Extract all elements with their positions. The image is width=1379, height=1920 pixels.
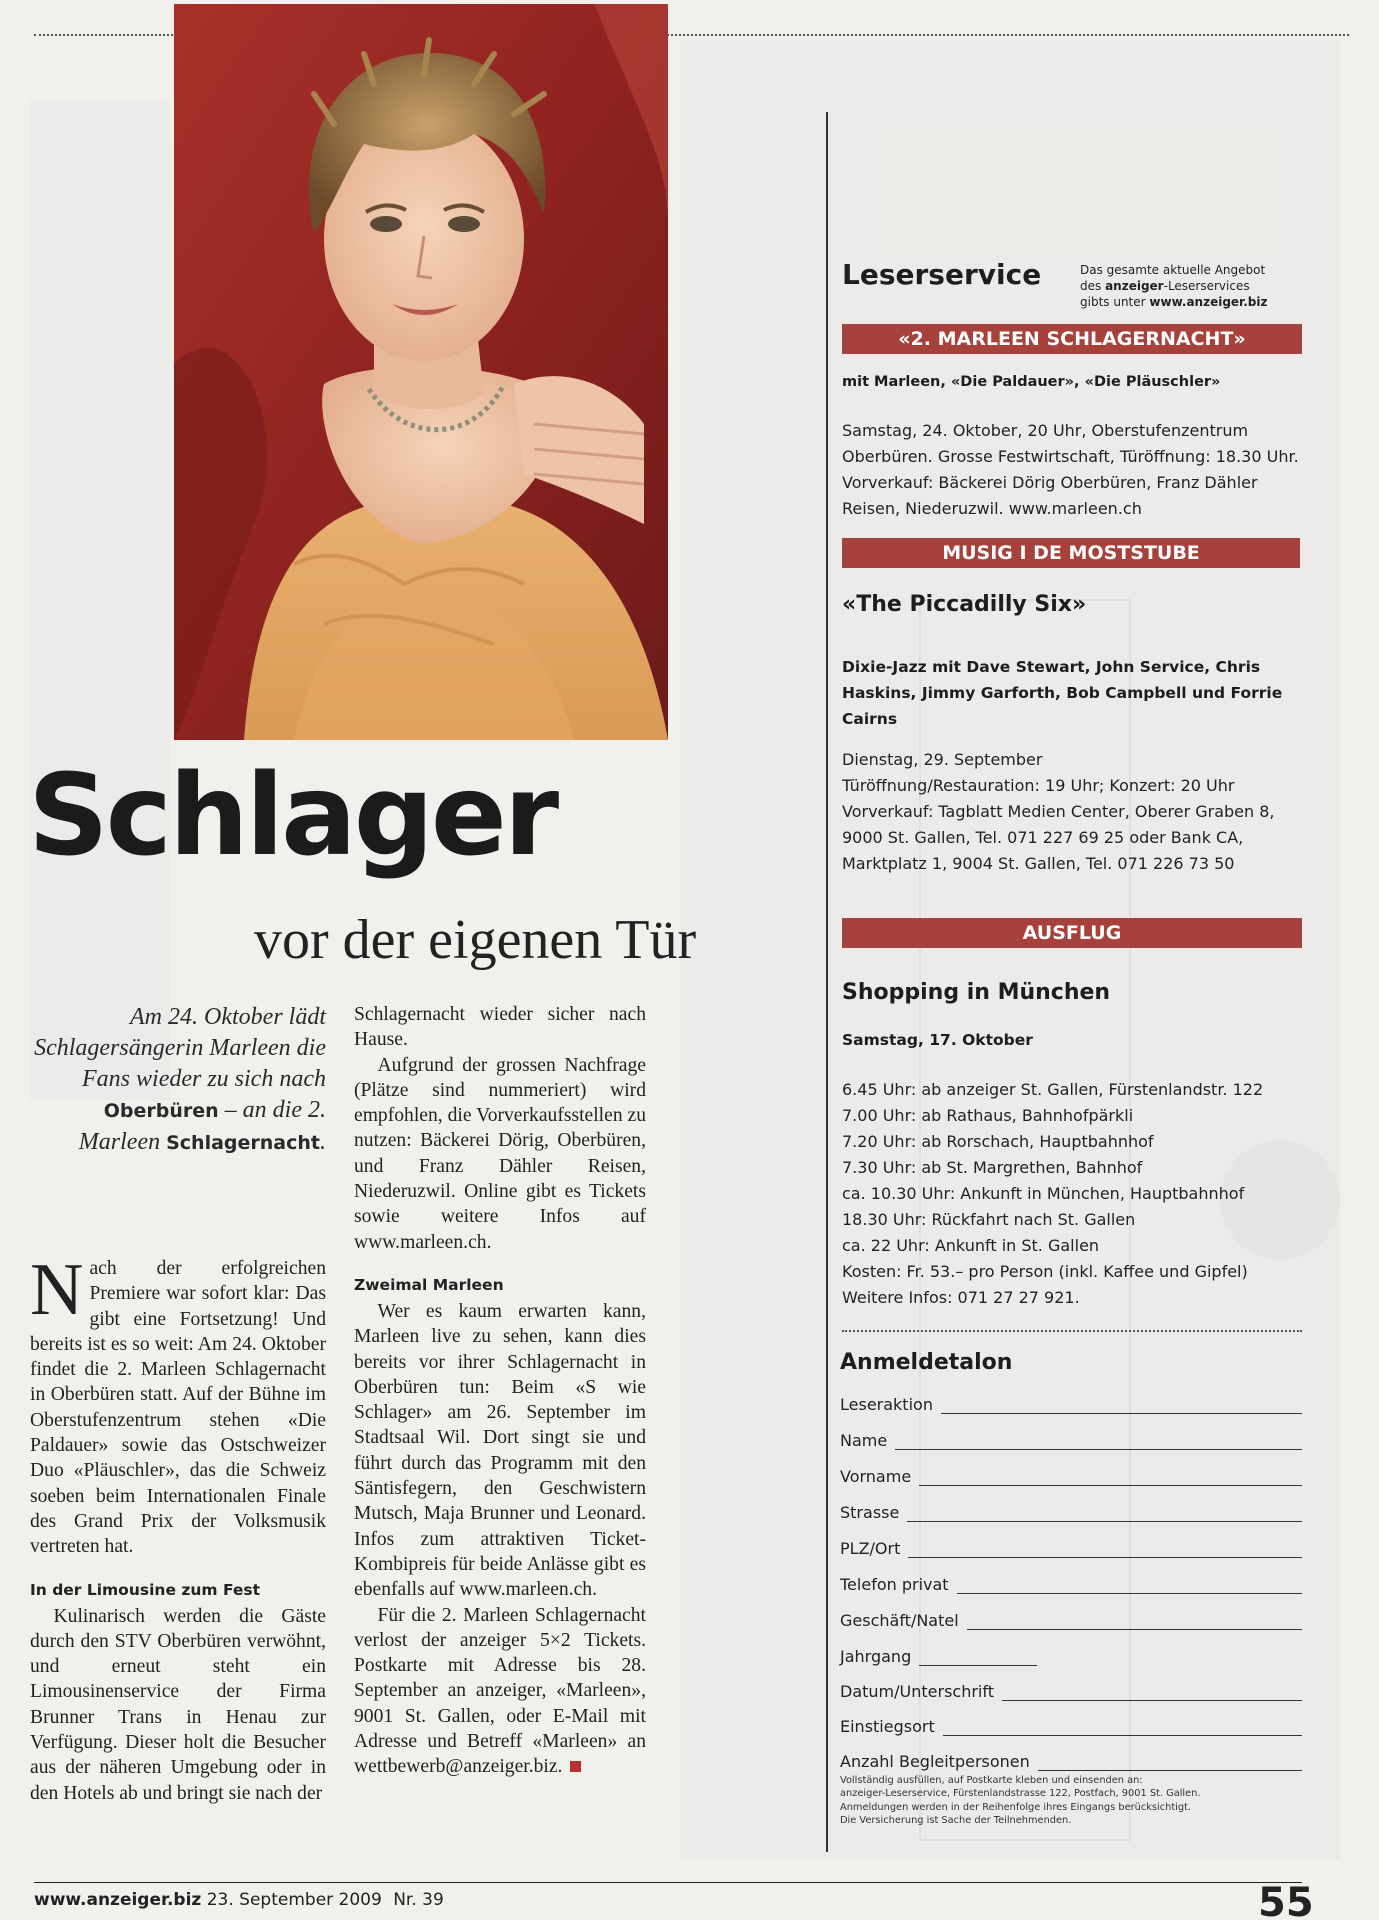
event-title-schlagernacht: mit Marleen, «Die Paldauer», «Die Pläuschler»: [842, 374, 1221, 390]
form-label: Jahrgang: [840, 1647, 912, 1666]
form-line[interactable]: [941, 1399, 1302, 1414]
form-label: Leseraktion: [840, 1395, 933, 1414]
form-line[interactable]: [907, 1507, 1302, 1522]
form-label: Einstiegsort: [840, 1717, 935, 1736]
event-lines-shopping: [842, 1077, 1302, 1311]
form-label: Vorname: [840, 1467, 912, 1486]
note-brand: anzeiger: [1105, 279, 1164, 293]
leserservice-note: [1080, 262, 1268, 310]
form-field-leseraktion[interactable]: [840, 1390, 1302, 1414]
form-field-telefon[interactable]: [840, 1570, 1302, 1594]
article-subtitle-zweimal: Zweimal Marleen: [354, 1275, 504, 1294]
form-line[interactable]: [957, 1579, 1302, 1594]
event-bar-moststube: MUSIG I DE MOSTSTUBE: [842, 538, 1300, 568]
note-line3-pre: gibts unter: [1080, 295, 1150, 309]
article-paragraph-1: [30, 1249, 326, 1560]
event3-line: 6.45 Uhr: ab anzeiger St. Gallen, Fürstenlandstr. 122: [842, 1080, 1264, 1099]
event3-line: Kosten: Fr. 53.– pro Person (inkl. Kaffee und Gipfel): [842, 1262, 1248, 1281]
lead-event: Schlagernacht: [166, 1132, 320, 1154]
form-field-strasse[interactable]: [840, 1498, 1302, 1522]
subheadline: vor der eigenen Tür: [254, 909, 697, 971]
form-label: Telefon privat: [840, 1575, 949, 1594]
event2-line: Türöffnung/Restauration: 19 Uhr; Konzert: 20 Uhr: [842, 776, 1235, 795]
event2-line: Marktplatz 1, 9004 St. Gallen, Tel. 071 226 73 50: [842, 854, 1235, 873]
form-line[interactable]: [1002, 1686, 1302, 1701]
fineprint-line: anzeiger-Leserservice, Fürstenlandstrasse 122, Postfach, 9001 St. Gallen.: [840, 1788, 1201, 1800]
footer-date: 23. September 2009: [206, 1890, 382, 1910]
event-date-shopping: Samstag, 17. Oktober: [842, 1031, 1033, 1049]
leserservice-note-line2: [1080, 278, 1268, 294]
fineprint-line: Die Versicherung ist Sache der Teilnehmenden.: [840, 1815, 1072, 1827]
portrait-illustration: [174, 4, 668, 740]
bleed-through-decoration-left: [30, 60, 180, 1160]
event3-line: 7.30 Uhr: ab St. Margrethen, Bahnhof: [842, 1158, 1143, 1177]
form-field-jahrgang[interactable]: [840, 1642, 1302, 1666]
article-paragraph-5: Wer es kaum erwarten kann, Marleen live zu sehen, kann dies bereits vor ihrer Schlagernacht in Oberbüren tun: Beim «S wie Schlager» am 26. September im Stadtsaal Wil. Dort singt sie und führt durch das Programm mit den Säntisfegern, den Geschwistern Mutsch, Maja Brunner und Leonard. Infos zum attraktiven Ticket-Kombipreis für beide Anlässe gibt es ebenfalls auf www.marleen.ch.: [354, 1300, 646, 1601]
footer-url: www.anzeiger.biz: [34, 1890, 202, 1910]
form-field-plz-ort[interactable]: [840, 1534, 1302, 1558]
event3-line: Weitere Infos: 071 27 27 921.: [842, 1288, 1080, 1307]
form-field-vorname[interactable]: [840, 1462, 1302, 1486]
form-line[interactable]: [967, 1615, 1302, 1630]
portrait-photo: [174, 4, 668, 740]
form-label: PLZ/Ort: [840, 1539, 901, 1558]
form-label: Datum/Unterschrift: [840, 1682, 994, 1701]
form-line[interactable]: [919, 1651, 1037, 1666]
event-title-piccadilly: «The Piccadilly Six»: [842, 592, 1087, 617]
form-title: Anmeldetalon: [840, 1350, 1013, 1375]
article-p1-text: ach der erfolgreichen Premiere war sofort klar: Das gibt eine Fortsetzung! Und bereits ist es so weit: Am 24. Oktober findet die 2. Marleen Schlagernacht in Oberbüren statt. Auf der Bühne im Oberstufenzentrum stehen «Die Paldauer» sowie das Ostschweizer Duo «Pläuschler», das die Schweiz soeben beim Internationalen Finale des Grand Prix der Volksmusik vertreten hat.: [30, 1258, 326, 1558]
article-column-2: [354, 1002, 646, 1780]
footer-rule: [34, 1882, 1302, 1883]
form-label: Anzahl Begleitpersonen: [840, 1752, 1030, 1771]
form-field-einstiegsort[interactable]: [840, 1712, 1302, 1736]
article-column-1: [30, 1249, 326, 1806]
event2-line: 9000 St. Gallen, Tel. 071 227 69 25 oder Bank CA,: [842, 828, 1244, 847]
lead-part2: – an die 2. Marleen: [78, 1097, 326, 1155]
footer: [34, 1890, 444, 1910]
footer-issue: Nr. 39: [393, 1890, 444, 1910]
event3-line: 7.20 Uhr: ab Rorschach, Hauptbahnhof: [842, 1132, 1154, 1151]
form-dotted-separator: [842, 1330, 1302, 1332]
form-field-begleitpersonen[interactable]: [840, 1747, 1302, 1771]
event-bar-schlagernacht: «2. MARLEEN SCHLAGERNACHT»: [842, 324, 1302, 354]
fineprint-line: Vollständig ausfüllen, auf Postkarte kleben und einsenden an:: [840, 1775, 1143, 1786]
note-post: -Leserservices: [1163, 279, 1250, 293]
event-bar-ausflug: AUSFLUG: [842, 918, 1302, 948]
event3-line: ca. 10.30 Uhr: Ankunft in München, Hauptbahnhof: [842, 1184, 1245, 1203]
headline: Schlager: [28, 751, 557, 881]
form-field-geschaeft[interactable]: [840, 1606, 1302, 1630]
lead-end: .: [320, 1129, 326, 1155]
lead-part1: Am 24. Oktober lädt Schlagersängerin Marleen die Fans wieder zu sich nach: [34, 1004, 326, 1092]
event-subtitle-piccadilly: Dixie-Jazz mit Dave Stewart, John Service, Chris Haskins, Jimmy Garforth, Bob Campbell und Forrie Cairns: [842, 658, 1283, 728]
leserservice-note-line3: [1080, 294, 1268, 310]
article-paragraph-6: [354, 1603, 646, 1780]
form-line[interactable]: [1038, 1756, 1302, 1771]
event-title-shopping: Shopping in München: [842, 980, 1111, 1005]
note-url: www.anzeiger.biz: [1149, 295, 1268, 309]
form-line[interactable]: [895, 1435, 1302, 1450]
article-paragraph-4: Aufgrund der grossen Nachfrage (Plätze sind nummeriert) wird empfohlen, die Vorverkaufsstellen zu nutzen: Bäckerei Dörig, Oberbüren, und Franz Dähler Reisen, Niederuzwil. Online gibt es Tickets sowie weitere Infos auf www.marleen.ch.: [354, 1054, 647, 1253]
form-field-name[interactable]: [840, 1426, 1302, 1450]
column-divider: [826, 112, 828, 1852]
event3-line: 18.30 Uhr: Rückfahrt nach St. Gallen: [842, 1210, 1136, 1229]
leserservice-title: Leserservice: [842, 258, 1042, 291]
event-text-schlagernacht: Samstag, 24. Oktober, 20 Uhr, Oberstufenzentrum Oberbüren. Grosse Festwirtschaft, Türöffnung: 18.30 Uhr. Vorverkauf: Bäckerei Dörig Oberbüren, Franz Dähler Reisen, Niederuzwil. www.marleen.ch: [842, 421, 1299, 518]
form-label: Geschäft/Natel: [840, 1611, 959, 1630]
form-label: Name: [840, 1431, 888, 1450]
article-subtitle-limousine: In der Limousine zum Fest: [30, 1580, 261, 1599]
form-fineprint: [840, 1774, 1302, 1828]
form-label: Strasse: [840, 1503, 900, 1522]
form-line[interactable]: [908, 1543, 1302, 1558]
lead-place: Oberbüren: [103, 1100, 219, 1122]
form-line[interactable]: [919, 1471, 1302, 1486]
form-line[interactable]: [943, 1721, 1302, 1736]
event3-line: 7.00 Uhr: ab Rathaus, Bahnhofpärkli: [842, 1106, 1134, 1125]
dropcap: N: [30, 1249, 84, 1331]
page-number: 55: [1258, 1886, 1314, 1920]
lead-paragraph: [30, 1002, 326, 1159]
event3-line: ca. 22 Uhr: Ankunft in St. Gallen: [842, 1236, 1100, 1255]
note-pre: des: [1080, 279, 1106, 293]
form-field-datum[interactable]: [840, 1677, 1302, 1701]
event2-line: Vorverkauf: Tagblatt Medien Center, Oberer Graben 8,: [842, 802, 1275, 821]
event-lines-piccadilly: [842, 747, 1302, 877]
end-mark-icon: [570, 1761, 581, 1772]
article-p6-text: Für die 2. Marleen Schlagernacht verlost der anzeiger 5×2 Tickets. Postkarte mit Adresse bis 28. September an anzeiger, «Marleen», 9001 St. Gallen, oder E-Mail mit Adresse und Betreff «Marleen» an wettbewerb@anzeiger.biz.: [354, 1604, 646, 1778]
article-paragraph-3: Schlagernacht wieder sicher nach Hause.: [354, 1004, 646, 1051]
leserservice-note-line1: Das gesamte aktuelle Angebot: [1080, 263, 1266, 277]
event2-line: Dienstag, 29. September: [842, 750, 1043, 769]
fineprint-line: Anmeldungen werden in der Reihenfolge ihres Eingangs berücksichtigt.: [840, 1801, 1192, 1813]
article-paragraph-2: Kulinarisch werden die Gäste durch den STV Oberbüren verwöhnt, und erneut steht ein Limousinenservice der Firma Brunner Trans in Henau zur Verfügung. Dieser holt die Besucher aus der näheren Umgebung oder in den Hotels ab und bringt sie nach der: [30, 1605, 326, 1804]
